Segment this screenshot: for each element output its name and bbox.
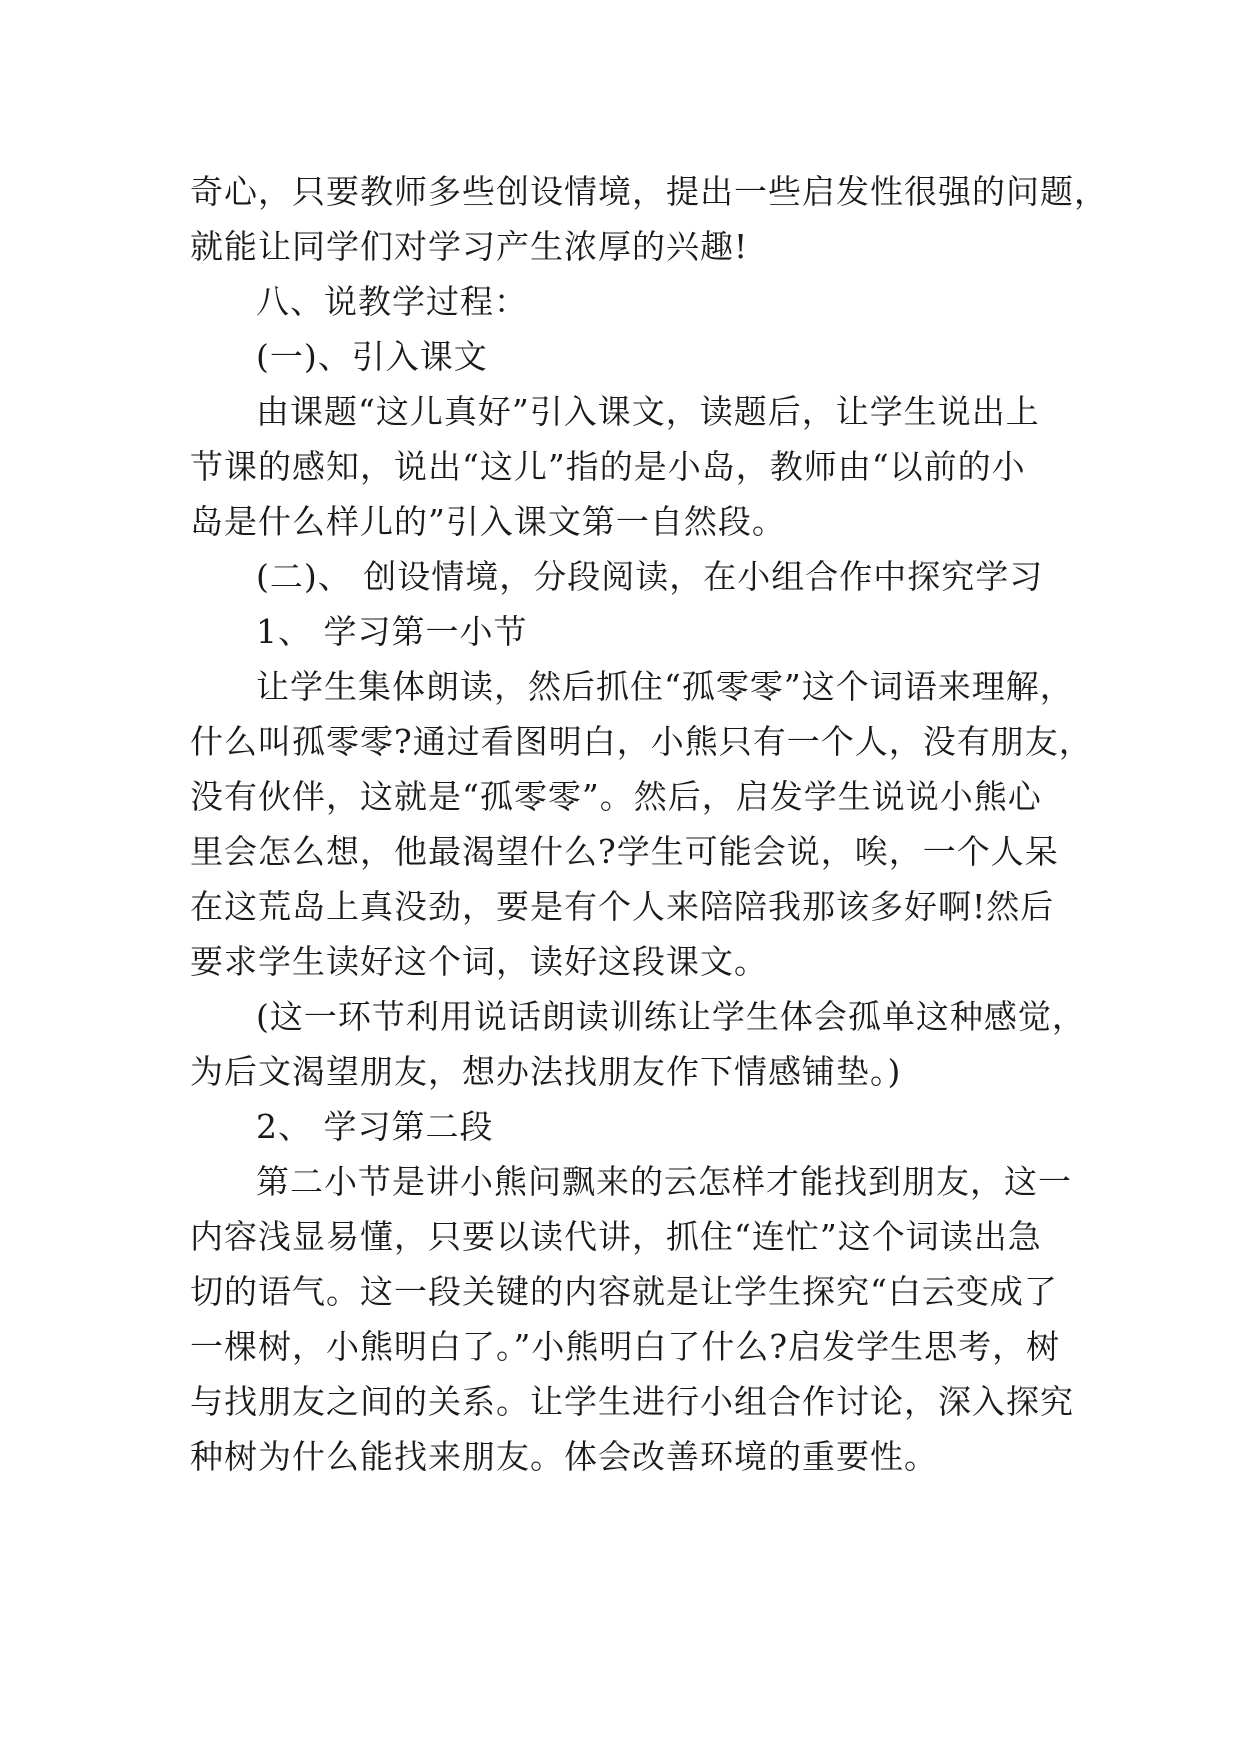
text-line: 由课题“这儿真好”引入课文，读题后，让学生说出上 [256, 392, 1040, 431]
subsection-heading: (一)、引入课文 [256, 337, 488, 376]
text-line: 节课的感知，说出“这儿”指的是小岛，教师由“以前的小 [190, 447, 1026, 486]
step-heading: 1、 学习第一小节 [256, 612, 528, 651]
text-line: 奇心，只要教师多些创设情境，提出一些启发性很强的问题， [190, 172, 1108, 211]
text-line: 什么叫孤零零?通过看图明白，小熊只有一个人，没有朋友， [190, 722, 1093, 761]
text-line: 与找朋友之间的关系。让学生进行小组合作讨论，深入探究 [190, 1382, 1074, 1421]
text-line: 没有伙伴，这就是“孤零零”。然后，启发学生说说小熊心 [190, 777, 1042, 816]
text-line: 种树为什么能找来朋友。体会改善环境的重要性。 [190, 1437, 938, 1476]
text-line: 在这荒岛上真没劲，要是有个人来陪陪我那该多好啊!然后 [190, 887, 1055, 926]
text-line: 岛是什么样儿的”引入课文第一自然段。 [190, 502, 786, 541]
text-line: 内容浅显易懂，只要以读代讲，抓住“连忙”这个词读出急 [190, 1217, 1042, 1256]
text-line: 一棵树，小熊明白了。”小熊明白了什么?启发学生思考，树 [190, 1327, 1061, 1366]
text-line: 里会怎么想，他最渴望什么?学生可能会说，唉，一个人呆 [190, 832, 1059, 871]
section-heading: 八、说教学过程： [256, 282, 528, 321]
text-line: 让学生集体朗读，然后抓住“孤零零”这个词语来理解， [256, 667, 1074, 706]
text-line: 第二小节是讲小熊问飘来的云怎样才能找到朋友，这一 [256, 1162, 1072, 1201]
text-line: 切的语气。这一段关键的内容就是让学生探究“白云变成了 [190, 1272, 1058, 1311]
text-line: 要求学生读好这个词，读好这段课文。 [190, 942, 768, 981]
text-line: (这一环节利用说话朗读训练让学生体会孤单这种感觉， [256, 997, 1086, 1036]
step-heading: 2、 学习第二段 [256, 1107, 494, 1146]
subsection-heading: (二)、 创设情境，分段阅读，在小组合作中探究学习 [256, 557, 1044, 596]
text-line: 就能让同学们对学习产生浓厚的兴趣! [190, 227, 749, 266]
body-text [190, 164, 1108, 1484]
text-line: 为后文渴望朋友，想办法找朋友作下情感铺垫。) [190, 1052, 902, 1091]
